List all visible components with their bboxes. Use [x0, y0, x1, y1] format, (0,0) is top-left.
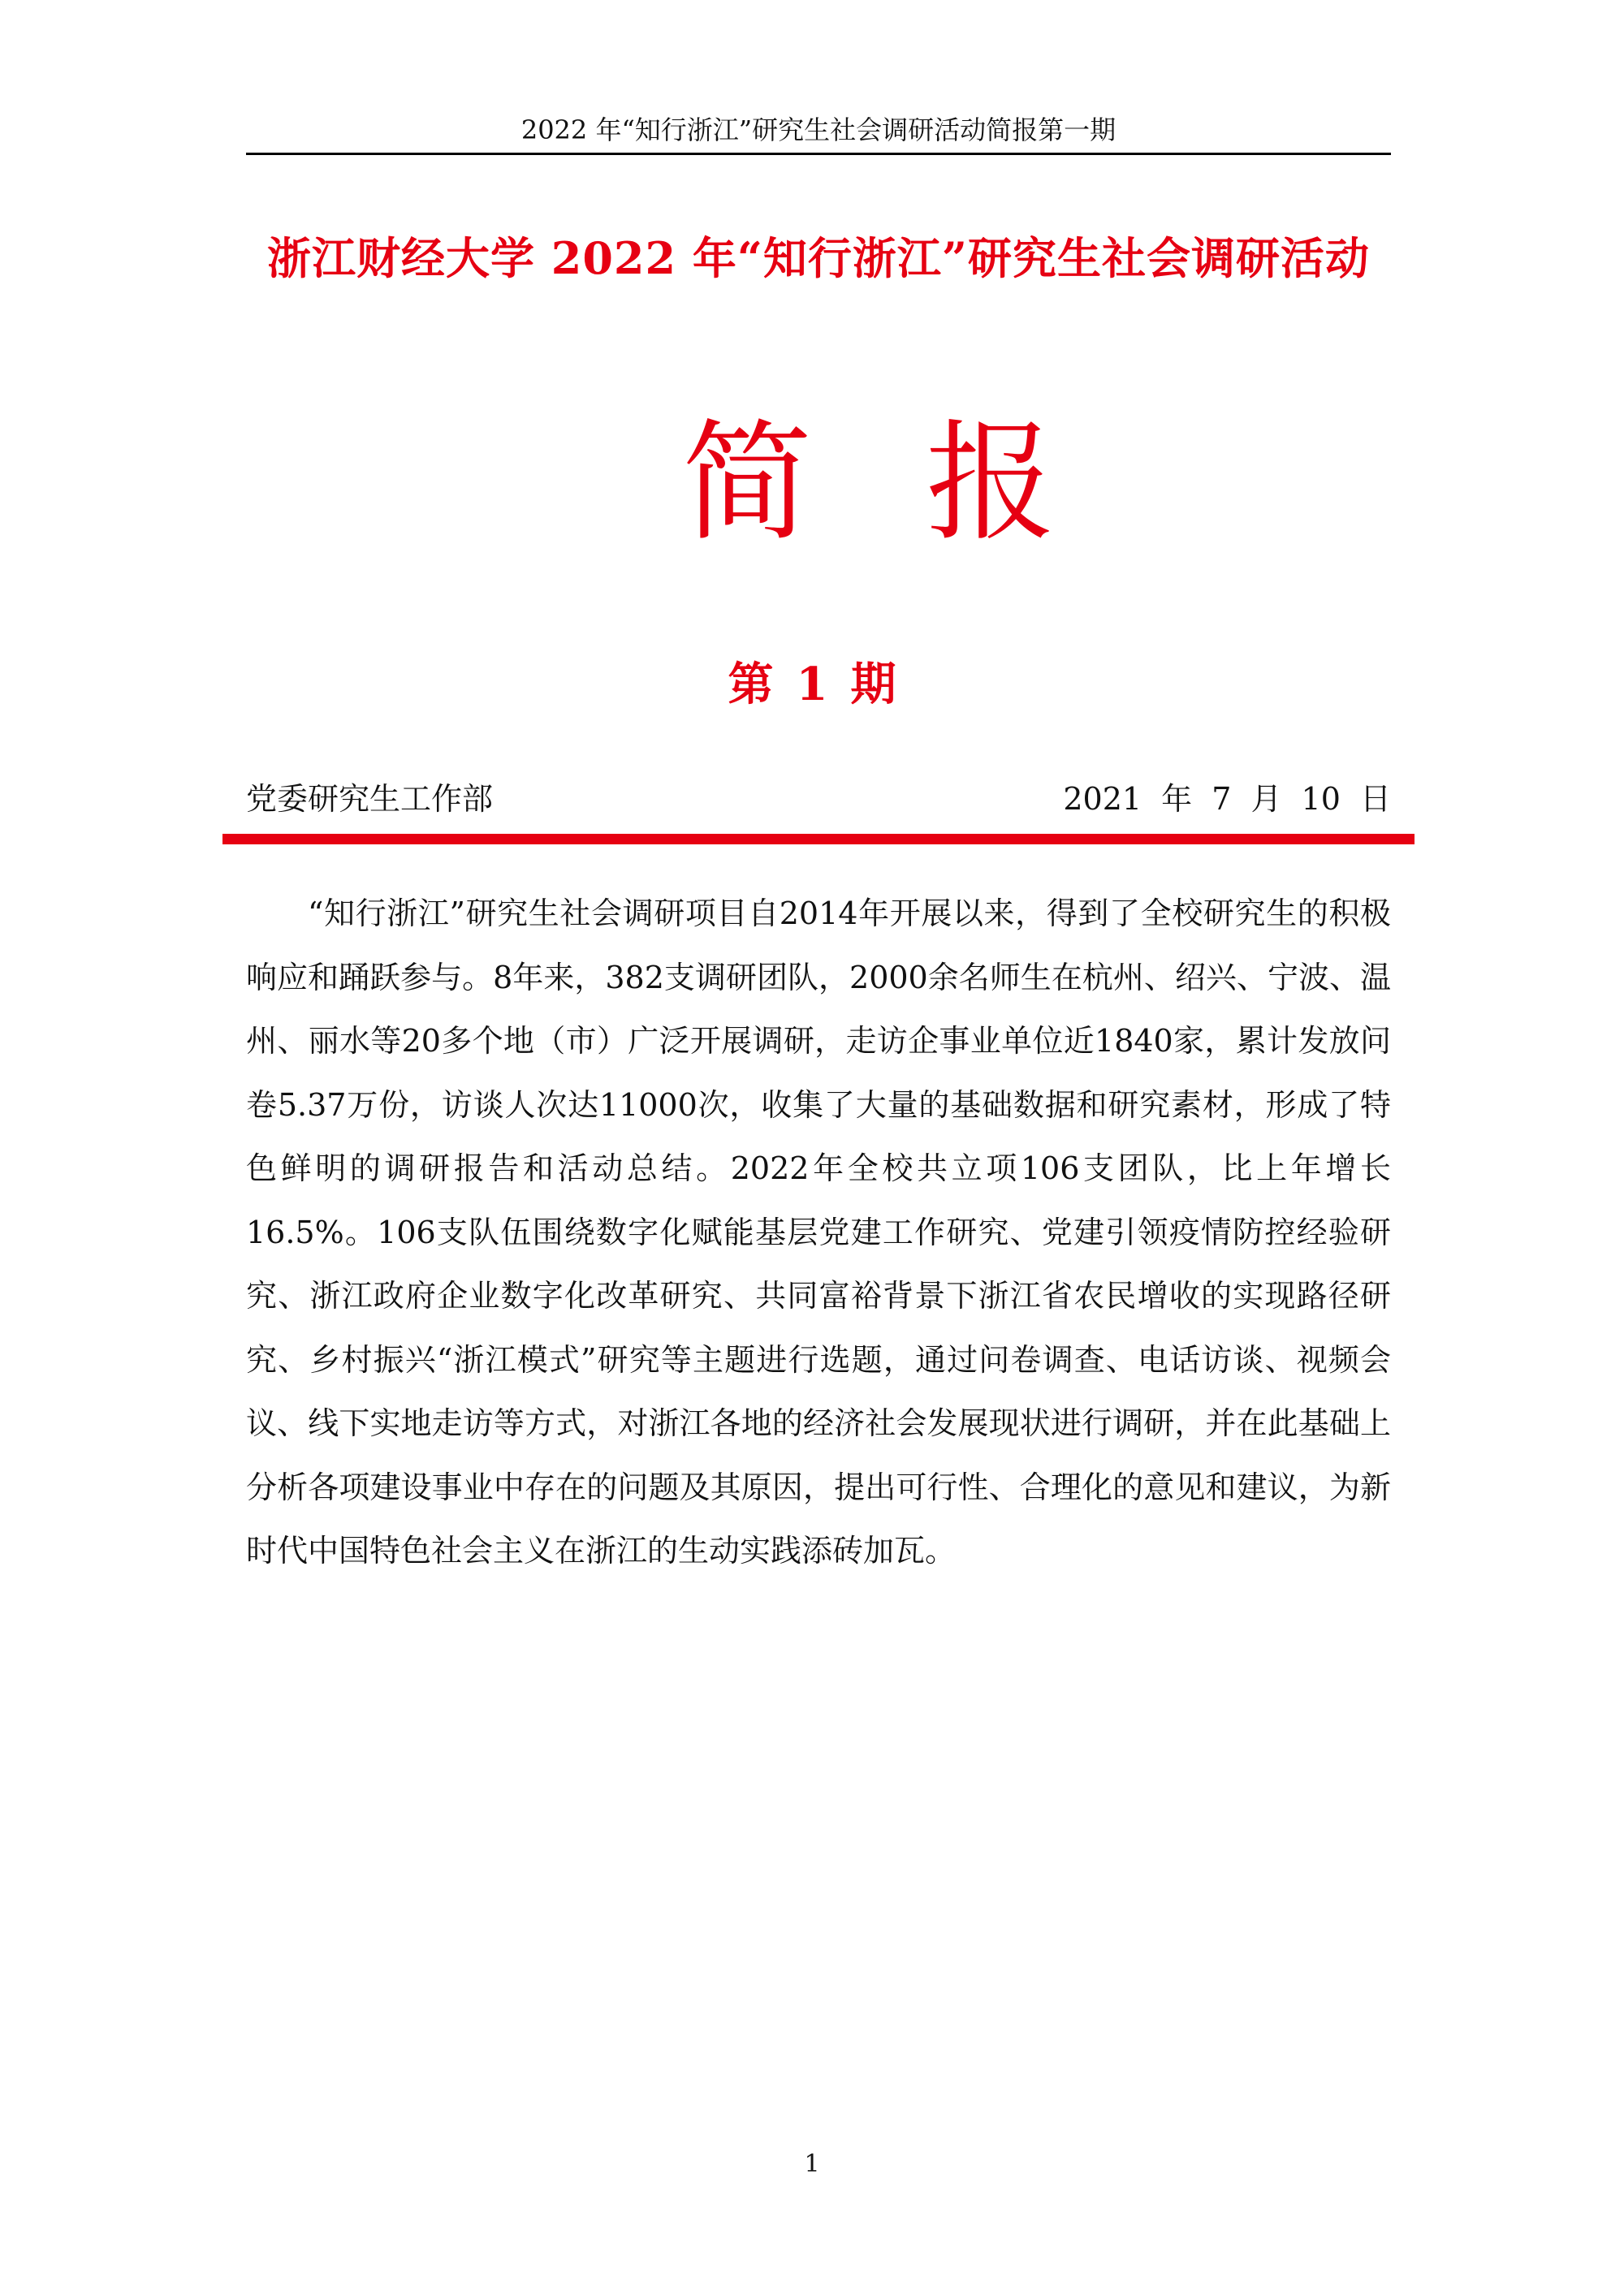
issue-date: 2021 年 7 月 10 日: [1063, 781, 1391, 817]
issue-prefix: 第: [728, 658, 774, 711]
page-number: 1: [804, 2150, 820, 2178]
issue-suffix: 期: [850, 658, 896, 711]
department: 党委研究生工作部: [246, 781, 494, 817]
red-divider: [222, 834, 1415, 844]
body-paragraph: “知行浙江”研究生社会调研项目自2014年开展以来，得到了全校研究生的积极响应和踊跃参与。8年来，382支调研团队，2000余名师生在杭州、绍兴、宁波、温州、丽水等20多个地（市）广泛开展调研，走访企事业单位近1840家，累计发放问卷5.37万份，访谈人次达11000次，收集了大量的基础数据和研究素材，形成了特色鲜明的调研报告和活动总结。2022年全校共立项106支团队，比上年增长16.5%。106支队伍围绕数字化赋能基层党建工作研究、党建引领疫情防控经验研究、浙江政府企业数字化改革研究、共同富裕背景下浙江省农民增收的实现路径研究、乡村振兴“浙江模式”研究等主题进行选题，通过问卷调查、电话访谈、视频会议、线下实地走访等方式，对浙江各地的经济社会发展现状进行调研，并在此基础上分析各项建设事业中存在的问题及其原因，提出可行性、合理化的意见和建议，为新时代中国特色社会主义在浙江的生动实践添砖加瓦。: [246, 896, 1391, 1569]
main-title: 浙江财经大学 2022 年“知行浙江”研究生社会调研活动: [266, 232, 1370, 284]
running-header: 2022 年“知行浙江”研究生社会调研活动简报第一期: [520, 114, 1116, 145]
header-rule: [246, 153, 1391, 155]
issue-number: [568, 656, 1056, 713]
issue-number-value: 1: [796, 658, 828, 711]
bulletin-label: 简报: [682, 407, 1170, 559]
meta-row: [246, 778, 1391, 820]
